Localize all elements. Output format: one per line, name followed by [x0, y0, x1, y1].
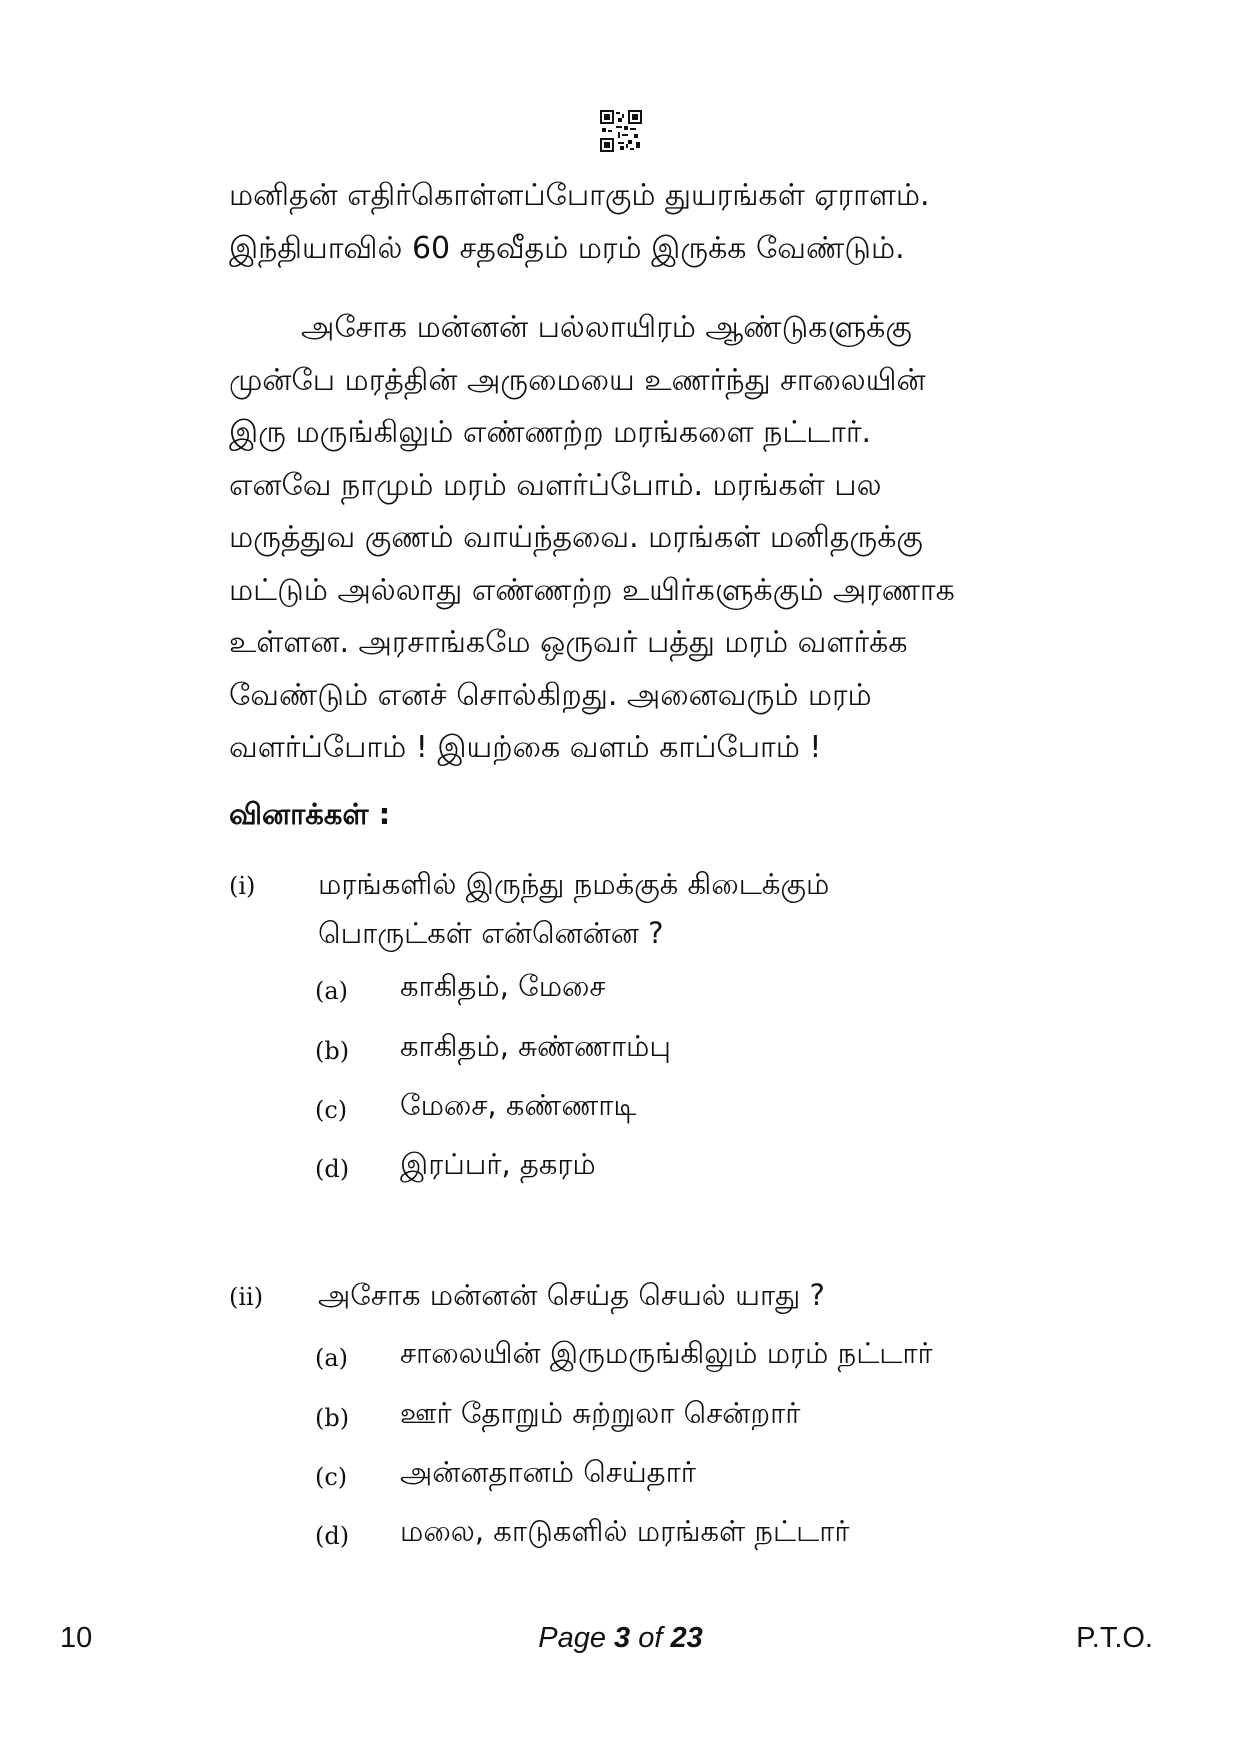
question-number: (i) [229, 872, 256, 900]
option-text: சாலையின் இருமருங்கிலும் மரம் நட்டார் [400, 1336, 933, 1370]
option-letter: (d) [315, 1522, 350, 1550]
passage-line: இரு மருங்கிலும் எண்ணற்ற மரங்களை நட்டார். [229, 415, 872, 450]
page-prefix: Page [538, 1622, 615, 1654]
qr-code-icon [600, 110, 642, 152]
option-letter: (b) [315, 1404, 350, 1432]
passage-paragraph-2 [229, 302, 1113, 775]
question-line: அசோக மன்னன் செய்த செயல் யாது ? [318, 1278, 825, 1312]
passage-line: இந்தியாவில் 60 சதவீதம் மரம் இருக்க வேண்டும். [229, 230, 905, 266]
passage-line: வேண்டும் எனச் சொல்கிறது. அனைவரும் மரம் [229, 677, 872, 713]
option-text: மலை, காடுகளில் மரங்கள் நட்டார் [400, 1514, 850, 1548]
passage-line: உள்ளன. அரசாங்கமே ஒருவர் பத்து மரம் வளர்க்க [229, 625, 908, 660]
question-number: (ii) [229, 1283, 264, 1311]
pto-label: P.T.O. [1076, 1622, 1153, 1654]
option-letter: (c) [315, 1096, 348, 1124]
page-code: 10 [60, 1622, 93, 1654]
page-of: of [630, 1622, 671, 1654]
page-indicator [0, 1622, 1241, 1655]
passage-line: எனவே நாமும் மரம் வளர்ப்போம். மரங்கள் பல [229, 467, 882, 503]
passage-line: மனிதன் எதிர்கொள்ளப்போகும் துயரங்கள் ஏராளம். [229, 178, 930, 213]
question-line: மரங்களில் இருந்து நமக்குக் கிடைக்கும் [318, 867, 830, 901]
option-text: காகிதம், சுண்ணாம்பு [400, 1029, 671, 1063]
option-text: இரப்பர், தகரம் [400, 1147, 596, 1181]
passage-paragraph-1 [229, 170, 1113, 275]
passage-line: அசோக மன்னன் பல்லாயிரம் ஆண்டுகளுக்கு [301, 310, 912, 345]
option-text: அன்னதானம் செய்தார் [400, 1455, 696, 1489]
option-letter: (c) [315, 1463, 348, 1491]
page-current: 3 [614, 1622, 631, 1654]
option-text: காகிதம், மேசை [400, 969, 606, 1003]
passage-line: மருத்துவ குணம் வாய்ந்தவை. மரங்கள் மனிதருக்கு [229, 520, 923, 555]
option-text: மேசை, கண்ணாடி [400, 1088, 637, 1122]
option-letter: (a) [315, 1344, 349, 1372]
question-line: பொருட்கள் என்னென்ன ? [318, 916, 664, 950]
passage-line: மட்டும் அல்லாது எண்ணற்ற உயிர்களுக்கும் அரணாக [229, 572, 955, 608]
option-letter: (b) [315, 1037, 350, 1065]
option-letter: (d) [315, 1155, 350, 1183]
page-total: 23 [670, 1622, 703, 1654]
passage-line: முன்பே மரத்தின் அருமையை உணர்ந்து சாலையின் [229, 362, 926, 398]
option-letter: (a) [315, 977, 349, 1005]
questions-heading: வினாக்கள் : [229, 797, 391, 831]
question-text [318, 1271, 825, 1320]
option-text: ஊர் தோறும் சுற்றுலா சென்றார் [400, 1396, 801, 1430]
question-text [318, 860, 829, 958]
passage-line: வளர்ப்போம் ! இயற்கை வளம் காப்போம் ! [229, 730, 822, 765]
